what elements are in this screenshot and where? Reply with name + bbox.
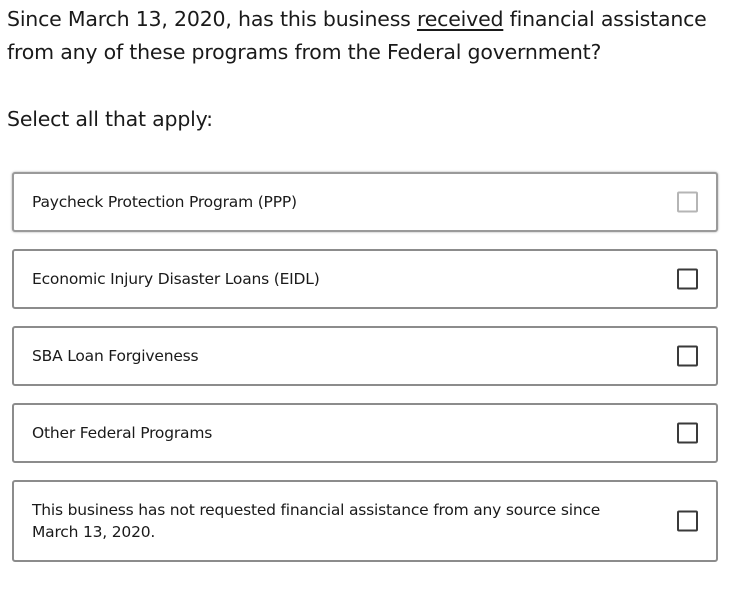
option-label: This business has not requested financial assistance from any source since March 13, 2020.	[32, 501, 601, 541]
question-prefix: Since March 13, 2020, has this business	[7, 7, 417, 31]
select-instruction: Select all that apply:	[7, 107, 213, 131]
checkbox-ppp[interactable]	[677, 192, 698, 213]
question-text	[7, 3, 732, 69]
option-eidl[interactable]	[12, 249, 718, 309]
question-suffix: financial assistance from any of these programs from the Federal government?	[7, 7, 707, 64]
checkbox-other-federal-programs[interactable]	[677, 423, 698, 444]
option-label: SBA Loan Forgiveness	[32, 347, 199, 365]
checkbox-eidl[interactable]	[677, 269, 698, 290]
option-ppp[interactable]	[12, 172, 718, 232]
option-other-federal-programs[interactable]	[12, 403, 718, 463]
option-label: Paycheck Protection Program (PPP)	[32, 193, 297, 211]
option-label: Other Federal Programs	[32, 424, 213, 442]
question-emphasis: received	[416, 7, 504, 31]
option-sba-loan-forgiveness[interactable]	[12, 326, 718, 386]
option-label: Economic Injury Disaster Loans (EIDL)	[32, 270, 320, 288]
checkbox-sba-loan-forgiveness[interactable]	[677, 346, 698, 367]
checkbox-no-assistance-requested[interactable]	[677, 511, 698, 532]
option-no-assistance-requested[interactable]	[12, 480, 718, 562]
